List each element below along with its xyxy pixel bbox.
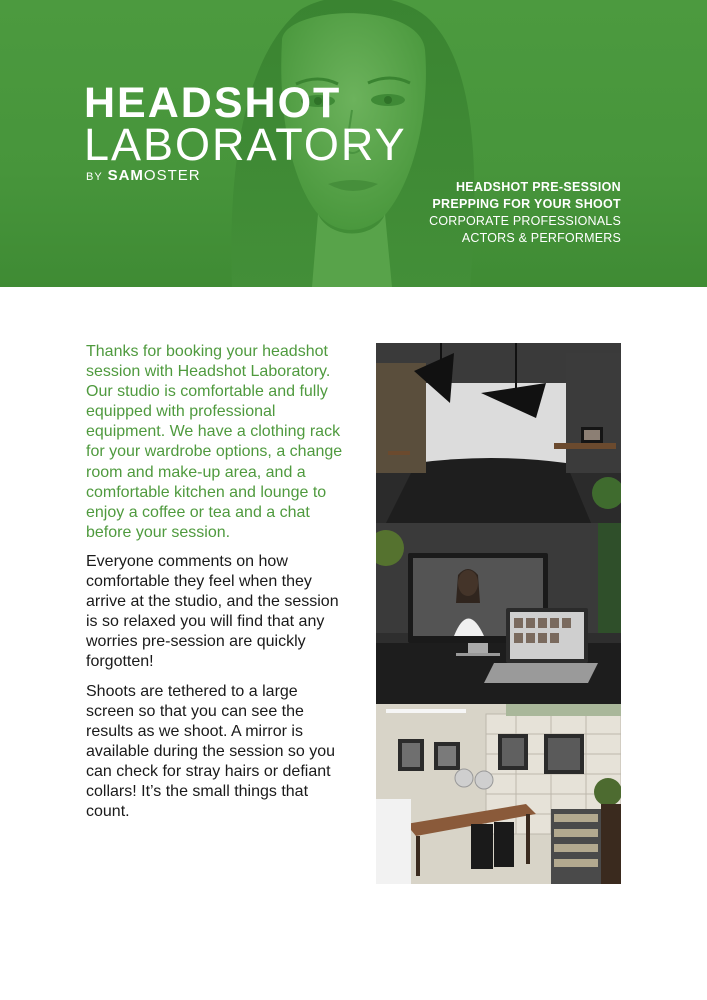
tag-pre-session: HEADSHOT PRE-SESSION: [455, 180, 621, 194]
studio-photo-column: [376, 343, 621, 884]
logo-laboratory: LABORATORY: [84, 119, 407, 170]
tethered-paragraph: Shoots are tethered to a large screen so that you can see the results as we shoot. A mirror is available during the session so you can check for stray hairs or defiant collars! It’s the small things that count.: [86, 682, 336, 821]
header-tagline: [429, 179, 621, 247]
body-copy: [86, 342, 348, 822]
logo-by: BY: [86, 171, 103, 183]
intro-paragraph: Thanks for booking your headshot session with Headshot Laboratory. Our studio is comfortable and fully equipped with professional equipment. We have a clothing rack for your wardrobe options, a change room and make-up area, and a comfortable kitchen and lounge to enjoy a coffee or tea and a chat before your session.: [86, 343, 343, 541]
logo-first-name: SAM: [107, 167, 144, 184]
studio-lighting-photo: [376, 343, 621, 523]
tethered-monitor-photo: [376, 523, 621, 704]
header-banner: [0, 0, 707, 287]
tag-corporate: CORPORATE PROFESSIONALS: [429, 214, 621, 228]
office-room-photo: [376, 704, 621, 884]
tag-prepping: PREPPING FOR YOUR SHOOT: [432, 197, 621, 211]
logo-last-name: OSTER: [143, 167, 201, 184]
comfort-paragraph: Everyone comments on how comfortable they feel when they arrive at the studio, and the session is so relaxed you will find that any worries pre-session are quickly forgotten!: [86, 552, 339, 671]
tag-actors: ACTORS & PERFORMERS: [461, 231, 621, 245]
logo-byline: [86, 167, 201, 184]
logo-headshot: HEADSHOT: [84, 79, 342, 127]
